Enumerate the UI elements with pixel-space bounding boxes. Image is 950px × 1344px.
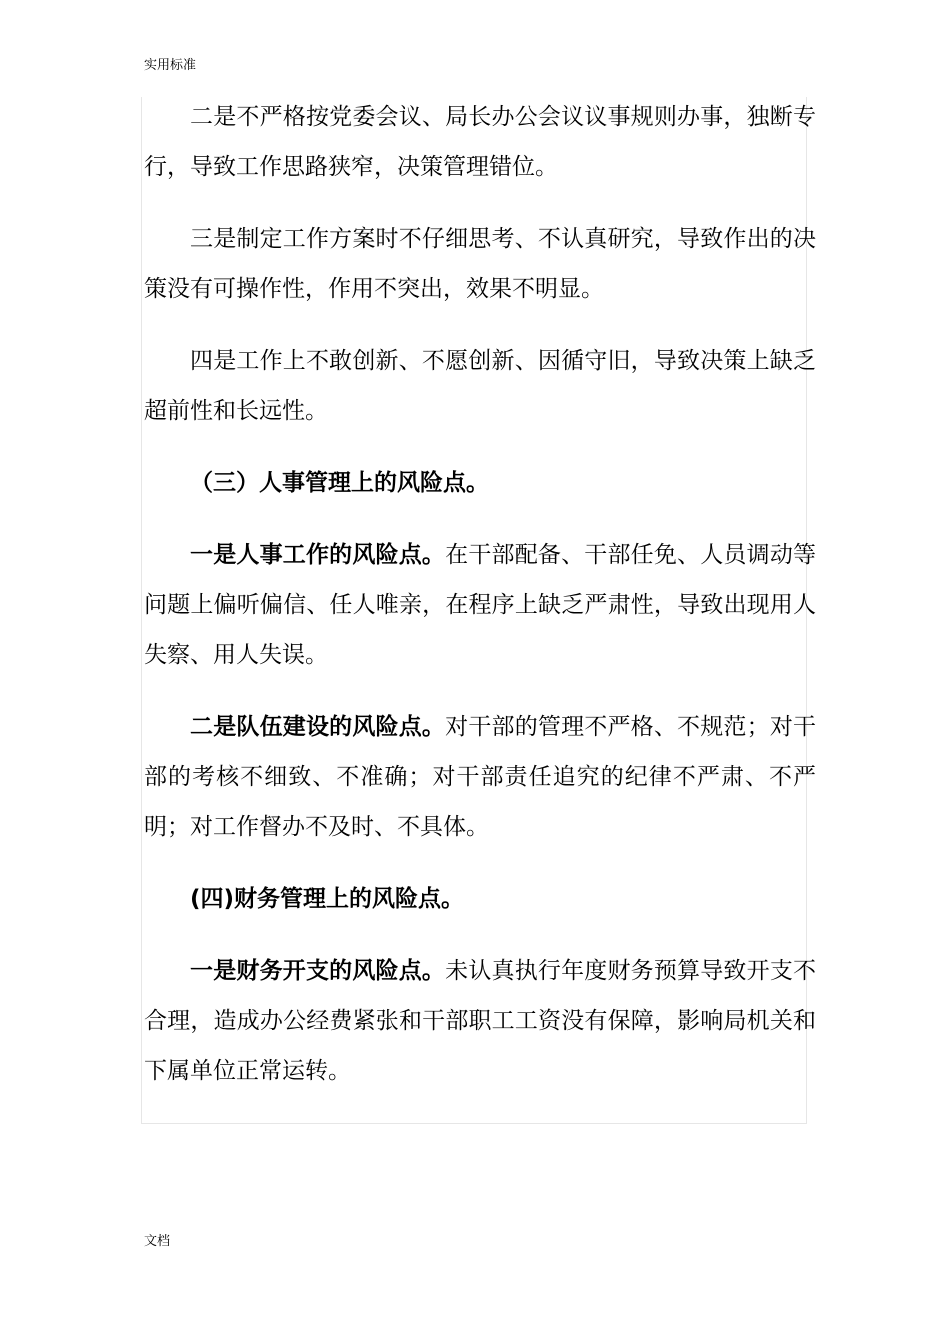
paragraph-personnel-work: [144, 530, 816, 680]
paragraph-text: 三是制定工作方案时不仔细思考、不认真研究，导致作出的决策没有可操作性，作用不突出，效果不明显。: [144, 226, 816, 302]
paragraph-4: [144, 336, 816, 436]
paragraph-lead: 一是财务开支的风险点。: [190, 958, 446, 984]
paragraph-text: 未认真执行年度财务预算导致开支不合理，造成办公经费紧张和干部职工工资没有保障，影响局机关和下属单位正常运转。: [144, 958, 817, 1084]
paragraph-team-building: [144, 702, 816, 852]
document-body: [144, 92, 816, 1118]
page-header: 实用标准: [144, 58, 197, 73]
paragraph-text: 对干部的管理不严格、不规范；对干部的考核不细致、不准确；对干部责任追究的纪律不严肃、不严明；对工作督办不及时、不具体。: [144, 714, 817, 840]
heading-text: （三）人事管理上的风险点。: [190, 470, 489, 496]
section-heading-personnel: [144, 458, 816, 508]
paragraph-finance-expense: [144, 946, 816, 1096]
section-heading-finance: [144, 874, 816, 924]
paragraph-2: [144, 92, 816, 192]
page-footer: 文档: [144, 1234, 171, 1249]
paragraph-text: 四是工作上不敢创新、不愿创新、因循守旧，导致决策上缺乏超前性和长远性。: [144, 348, 816, 424]
paragraph-3: [144, 214, 816, 314]
paragraph-lead: 一是人事工作的风险点。: [190, 542, 446, 568]
heading-text: (四)财务管理上的风险点。: [190, 886, 465, 912]
paragraph-lead: 二是队伍建设的风险点。: [190, 714, 446, 740]
paragraph-text: 二是不严格按党委会议、局长办公会议议事规则办事，独断专行，导致工作思路狭窄，决策管理错位。: [144, 104, 816, 180]
paragraph-text: 在干部配备、干部任免、人员调动等问题上偏听偏信、任人唯亲，在程序上缺乏严肃性，导致出现用人失察、用人失误。: [144, 542, 817, 668]
